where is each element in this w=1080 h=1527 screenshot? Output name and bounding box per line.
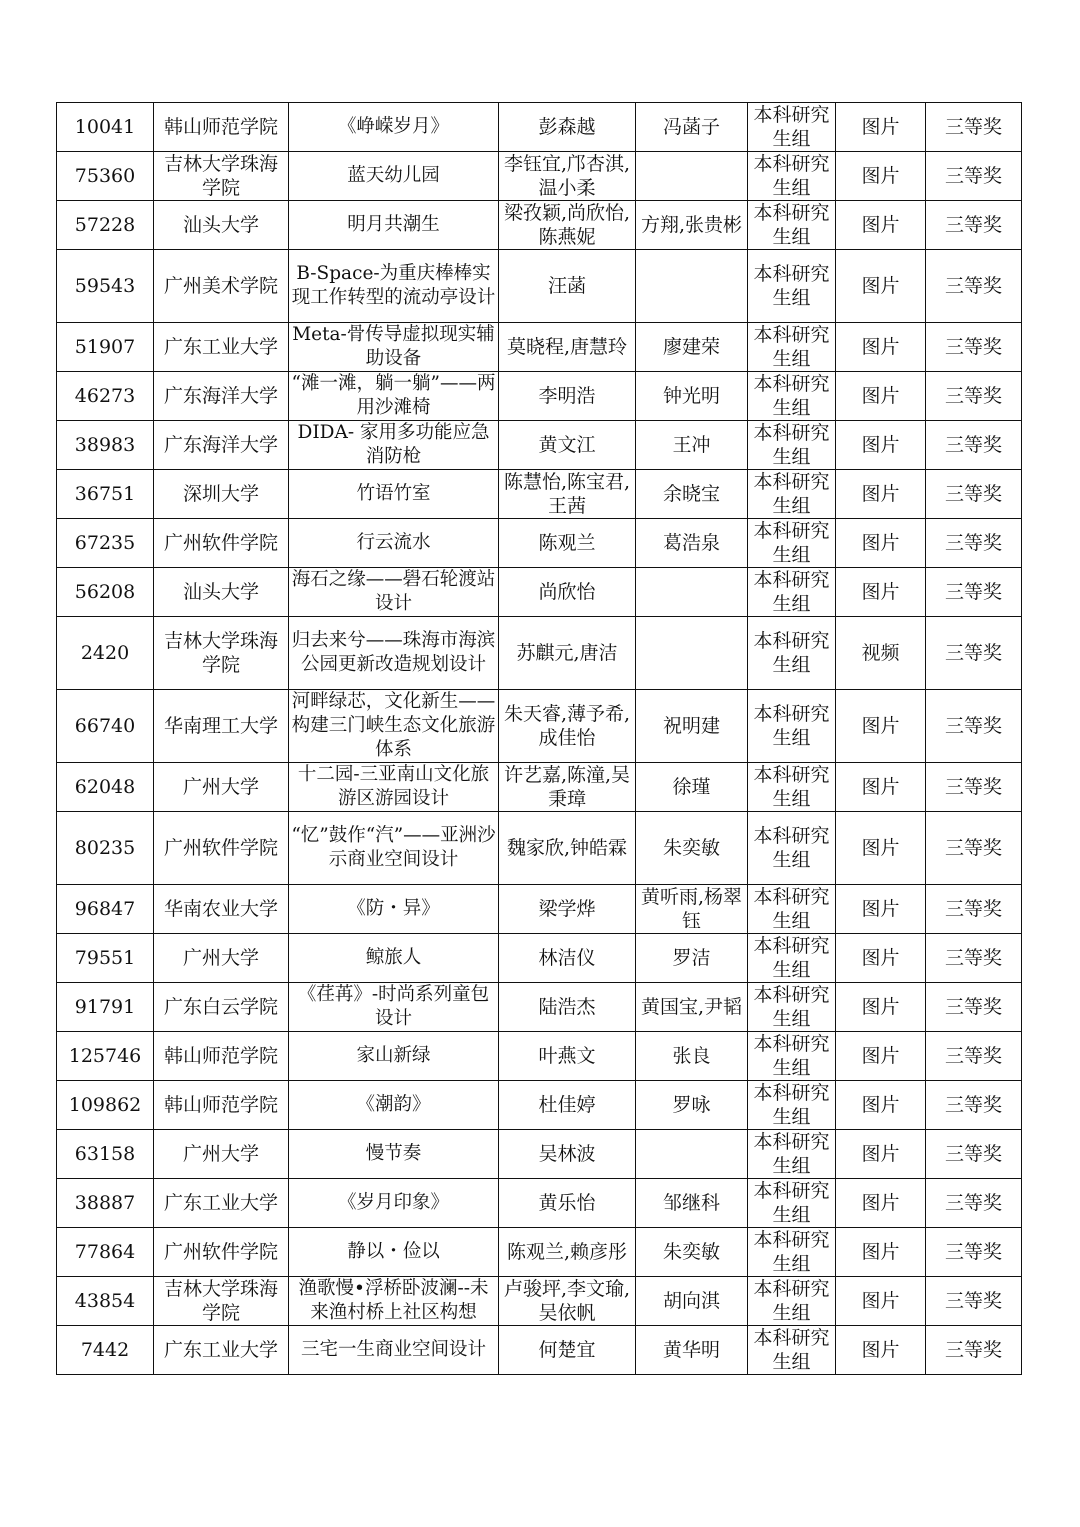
- cell-authors: 梁孜颖,尚欣怡,陈燕妮: [499, 201, 636, 250]
- cell-school: 广东工业大学: [154, 1179, 289, 1228]
- cell-title: 《防・异》: [289, 885, 499, 934]
- table-row: [57, 201, 1022, 250]
- cell-type: 图片: [836, 983, 926, 1032]
- cell-award: 三等奖: [926, 812, 1022, 885]
- cell-school: 广州大学: [154, 763, 289, 812]
- cell-title: 慢节奏: [289, 1130, 499, 1179]
- cell-school: 吉林大学珠海学院: [154, 617, 289, 690]
- cell-title: 明月共潮生: [289, 201, 499, 250]
- cell-award: 三等奖: [926, 934, 1022, 983]
- cell-advisor: 钟光明: [636, 372, 748, 421]
- cell-group: 本科研究生组: [748, 250, 836, 323]
- cell-award: 三等奖: [926, 1228, 1022, 1277]
- cell-advisor: 邹继科: [636, 1179, 748, 1228]
- cell-id: 36751: [57, 470, 154, 519]
- cell-group: 本科研究生组: [748, 470, 836, 519]
- cell-group: 本科研究生组: [748, 1277, 836, 1326]
- cell-title: B-Space-为重庆棒棒实现工作转型的流动亭设计: [289, 250, 499, 323]
- table-row: [57, 934, 1022, 983]
- cell-id: 56208: [57, 568, 154, 617]
- cell-title: 海石之缘——礐石轮渡站设计: [289, 568, 499, 617]
- table-row: [57, 421, 1022, 470]
- cell-id: 38887: [57, 1179, 154, 1228]
- cell-id: 2420: [57, 617, 154, 690]
- cell-type: 视频: [836, 617, 926, 690]
- cell-id: 77864: [57, 1228, 154, 1277]
- cell-advisor: [636, 152, 748, 201]
- cell-group: 本科研究生组: [748, 1179, 836, 1228]
- cell-advisor: 祝明建: [636, 690, 748, 763]
- cell-id: 51907: [57, 323, 154, 372]
- cell-advisor: 朱奕敏: [636, 1228, 748, 1277]
- cell-group: 本科研究生组: [748, 568, 836, 617]
- table-row: [57, 1228, 1022, 1277]
- cell-group: 本科研究生组: [748, 519, 836, 568]
- cell-authors: 何楚宜: [499, 1326, 636, 1375]
- cell-authors: 汪菡: [499, 250, 636, 323]
- cell-school: 广东白云学院: [154, 983, 289, 1032]
- cell-id: 57228: [57, 201, 154, 250]
- cell-advisor: 朱奕敏: [636, 812, 748, 885]
- cell-advisor: 黄听雨,杨翠钰: [636, 885, 748, 934]
- cell-authors: 陈慧怡,陈宝君,王茜: [499, 470, 636, 519]
- cell-advisor: [636, 617, 748, 690]
- cell-group: 本科研究生组: [748, 323, 836, 372]
- table-row: [57, 1179, 1022, 1228]
- cell-award: 三等奖: [926, 250, 1022, 323]
- cell-id: 7442: [57, 1326, 154, 1375]
- cell-title: 渔歌慢•浮桥卧波澜--未来渔村桥上社区构想: [289, 1277, 499, 1326]
- cell-title: 《荏苒》-时尚系列童包设计: [289, 983, 499, 1032]
- cell-id: 38983: [57, 421, 154, 470]
- cell-id: 109862: [57, 1081, 154, 1130]
- cell-school: 华南农业大学: [154, 885, 289, 934]
- cell-authors: 黄文江: [499, 421, 636, 470]
- cell-id: 75360: [57, 152, 154, 201]
- cell-award: 三等奖: [926, 690, 1022, 763]
- cell-id: 43854: [57, 1277, 154, 1326]
- cell-award: 三等奖: [926, 323, 1022, 372]
- cell-type: 图片: [836, 934, 926, 983]
- cell-award: 三等奖: [926, 763, 1022, 812]
- cell-title: 竹语竹室: [289, 470, 499, 519]
- cell-title: 归去来兮——珠海市海滨公园更新改造规划设计: [289, 617, 499, 690]
- cell-authors: 魏家欣,钟皓霖: [499, 812, 636, 885]
- cell-authors: 杜佳婷: [499, 1081, 636, 1130]
- cell-advisor: 罗咏: [636, 1081, 748, 1130]
- cell-authors: 黄乐怡: [499, 1179, 636, 1228]
- cell-school: 广东海洋大学: [154, 421, 289, 470]
- cell-advisor: [636, 568, 748, 617]
- cell-school: 汕头大学: [154, 568, 289, 617]
- table-row: [57, 1081, 1022, 1130]
- cell-advisor: 葛浩泉: [636, 519, 748, 568]
- cell-id: 59543: [57, 250, 154, 323]
- cell-id: 96847: [57, 885, 154, 934]
- cell-advisor: 罗洁: [636, 934, 748, 983]
- cell-title: 《峥嵘岁月》: [289, 103, 499, 152]
- cell-title: 十二园-三亚南山文化旅游区游园设计: [289, 763, 499, 812]
- cell-award: 三等奖: [926, 1326, 1022, 1375]
- cell-authors: 梁学烨: [499, 885, 636, 934]
- cell-type: 图片: [836, 690, 926, 763]
- cell-authors: 彭森越: [499, 103, 636, 152]
- cell-title: DIDA- 家用多功能应急消防枪: [289, 421, 499, 470]
- cell-type: 图片: [836, 1081, 926, 1130]
- table-row: [57, 470, 1022, 519]
- cell-group: 本科研究生组: [748, 1130, 836, 1179]
- cell-title: 静以・俭以: [289, 1228, 499, 1277]
- cell-advisor: 方翔,张贵彬: [636, 201, 748, 250]
- cell-type: 图片: [836, 1130, 926, 1179]
- cell-title: 《潮韵》: [289, 1081, 499, 1130]
- cell-school: 广州软件学院: [154, 519, 289, 568]
- cell-school: 广州大学: [154, 1130, 289, 1179]
- cell-title: 家山新绿: [289, 1032, 499, 1081]
- table-row: [57, 250, 1022, 323]
- cell-type: 图片: [836, 1326, 926, 1375]
- cell-award: 三等奖: [926, 1179, 1022, 1228]
- table-row: [57, 763, 1022, 812]
- cell-school: 广州软件学院: [154, 1228, 289, 1277]
- cell-award: 三等奖: [926, 1277, 1022, 1326]
- cell-type: 图片: [836, 1228, 926, 1277]
- cell-type: 图片: [836, 763, 926, 812]
- cell-id: 67235: [57, 519, 154, 568]
- cell-authors: 莫晓程,唐慧玲: [499, 323, 636, 372]
- cell-advisor: 张良: [636, 1032, 748, 1081]
- table-row: [57, 1130, 1022, 1179]
- cell-type: 图片: [836, 103, 926, 152]
- cell-type: 图片: [836, 470, 926, 519]
- cell-type: 图片: [836, 250, 926, 323]
- cell-award: 三等奖: [926, 103, 1022, 152]
- cell-type: 图片: [836, 421, 926, 470]
- cell-title: 蓝天幼儿园: [289, 152, 499, 201]
- table-row: [57, 812, 1022, 885]
- cell-authors: 陆浩杰: [499, 983, 636, 1032]
- table-row: [57, 1277, 1022, 1326]
- cell-group: 本科研究生组: [748, 201, 836, 250]
- cell-group: 本科研究生组: [748, 372, 836, 421]
- table-row: [57, 1032, 1022, 1081]
- cell-group: 本科研究生组: [748, 1032, 836, 1081]
- table-row: [57, 885, 1022, 934]
- table-row: [57, 152, 1022, 201]
- cell-award: 三等奖: [926, 1130, 1022, 1179]
- cell-group: 本科研究生组: [748, 763, 836, 812]
- cell-group: 本科研究生组: [748, 617, 836, 690]
- cell-authors: 卢骏坪,李文瑜,吴依帆: [499, 1277, 636, 1326]
- cell-id: 79551: [57, 934, 154, 983]
- table-row: [57, 519, 1022, 568]
- cell-id: 66740: [57, 690, 154, 763]
- table-row: [57, 323, 1022, 372]
- cell-school: 华南理工大学: [154, 690, 289, 763]
- table-row: [57, 372, 1022, 421]
- cell-school: 韩山师范学院: [154, 103, 289, 152]
- cell-advisor: 冯菡子: [636, 103, 748, 152]
- cell-group: 本科研究生组: [748, 1228, 836, 1277]
- cell-type: 图片: [836, 1032, 926, 1081]
- cell-group: 本科研究生组: [748, 152, 836, 201]
- cell-authors: 吴林波: [499, 1130, 636, 1179]
- cell-title: 行云流水: [289, 519, 499, 568]
- cell-authors: 李明浩: [499, 372, 636, 421]
- cell-id: 91791: [57, 983, 154, 1032]
- cell-advisor: 胡向淇: [636, 1277, 748, 1326]
- cell-type: 图片: [836, 1179, 926, 1228]
- cell-group: 本科研究生组: [748, 103, 836, 152]
- table-row: [57, 983, 1022, 1032]
- cell-award: 三等奖: [926, 885, 1022, 934]
- cell-school: 广东工业大学: [154, 1326, 289, 1375]
- cell-group: 本科研究生组: [748, 934, 836, 983]
- cell-school: 吉林大学珠海学院: [154, 152, 289, 201]
- cell-authors: 陈观兰,赖彦彤: [499, 1228, 636, 1277]
- cell-type: 图片: [836, 519, 926, 568]
- cell-id: 62048: [57, 763, 154, 812]
- cell-title: 《岁月印象》: [289, 1179, 499, 1228]
- cell-title: Meta-骨传导虚拟现实辅助设备: [289, 323, 499, 372]
- cell-type: 图片: [836, 372, 926, 421]
- cell-school: 韩山师范学院: [154, 1081, 289, 1130]
- cell-award: 三等奖: [926, 983, 1022, 1032]
- cell-type: 图片: [836, 1277, 926, 1326]
- cell-advisor: 廖建荣: [636, 323, 748, 372]
- table-row: [57, 690, 1022, 763]
- cell-authors: 陈观兰: [499, 519, 636, 568]
- cell-group: 本科研究生组: [748, 690, 836, 763]
- cell-award: 三等奖: [926, 568, 1022, 617]
- cell-school: 深圳大学: [154, 470, 289, 519]
- cell-school: 汕头大学: [154, 201, 289, 250]
- cell-award: 三等奖: [926, 617, 1022, 690]
- cell-title: 三宅一生商业空间设计: [289, 1326, 499, 1375]
- cell-school: 吉林大学珠海学院: [154, 1277, 289, 1326]
- cell-group: 本科研究生组: [748, 1081, 836, 1130]
- cell-award: 三等奖: [926, 372, 1022, 421]
- cell-school: 广州美术学院: [154, 250, 289, 323]
- cell-award: 三等奖: [926, 470, 1022, 519]
- table-row: [57, 103, 1022, 152]
- table-row: [57, 1326, 1022, 1375]
- cell-award: 三等奖: [926, 152, 1022, 201]
- cell-type: 图片: [836, 812, 926, 885]
- cell-id: 10041: [57, 103, 154, 152]
- cell-authors: 林洁仪: [499, 934, 636, 983]
- cell-school: 广州软件学院: [154, 812, 289, 885]
- cell-title: “忆”鼓作“汽”——亚洲沙示商业空间设计: [289, 812, 499, 885]
- cell-type: 图片: [836, 152, 926, 201]
- cell-advisor: 黄华明: [636, 1326, 748, 1375]
- cell-advisor: 余晓宝: [636, 470, 748, 519]
- cell-school: 韩山师范学院: [154, 1032, 289, 1081]
- cell-authors: 叶燕文: [499, 1032, 636, 1081]
- cell-id: 46273: [57, 372, 154, 421]
- cell-advisor: 黄国宝,尹韬: [636, 983, 748, 1032]
- cell-authors: 苏麒元,唐洁: [499, 617, 636, 690]
- cell-authors: 李钰宜,邝杏淇,温小柔: [499, 152, 636, 201]
- cell-type: 图片: [836, 323, 926, 372]
- cell-type: 图片: [836, 885, 926, 934]
- cell-school: 广东工业大学: [154, 323, 289, 372]
- cell-group: 本科研究生组: [748, 1326, 836, 1375]
- table-row: [57, 568, 1022, 617]
- table-row: [57, 617, 1022, 690]
- cell-school: 广州大学: [154, 934, 289, 983]
- cell-authors: 尚欣怡: [499, 568, 636, 617]
- cell-award: 三等奖: [926, 1081, 1022, 1130]
- cell-title: 河畔绿芯，文化新生——构建三门峡生态文化旅游体系: [289, 690, 499, 763]
- cell-award: 三等奖: [926, 201, 1022, 250]
- cell-award: 三等奖: [926, 421, 1022, 470]
- cell-advisor: 王冲: [636, 421, 748, 470]
- cell-authors: 朱天睿,薄予希,成佳怡: [499, 690, 636, 763]
- cell-id: 125746: [57, 1032, 154, 1081]
- cell-id: 63158: [57, 1130, 154, 1179]
- cell-school: 广东海洋大学: [154, 372, 289, 421]
- cell-title: 鲸旅人: [289, 934, 499, 983]
- cell-type: 图片: [836, 568, 926, 617]
- cell-type: 图片: [836, 201, 926, 250]
- awards-table-body: [57, 103, 1022, 1375]
- cell-advisor: [636, 1130, 748, 1179]
- cell-id: 80235: [57, 812, 154, 885]
- cell-advisor: [636, 250, 748, 323]
- cell-award: 三等奖: [926, 519, 1022, 568]
- cell-group: 本科研究生组: [748, 421, 836, 470]
- cell-title: “滩一滩，躺一躺”——两用沙滩椅: [289, 372, 499, 421]
- cell-award: 三等奖: [926, 1032, 1022, 1081]
- cell-advisor: 徐瑾: [636, 763, 748, 812]
- cell-group: 本科研究生组: [748, 812, 836, 885]
- cell-authors: 许艺嘉,陈潼,吴秉璋: [499, 763, 636, 812]
- cell-group: 本科研究生组: [748, 885, 836, 934]
- awards-table: [56, 102, 1022, 1375]
- cell-group: 本科研究生组: [748, 983, 836, 1032]
